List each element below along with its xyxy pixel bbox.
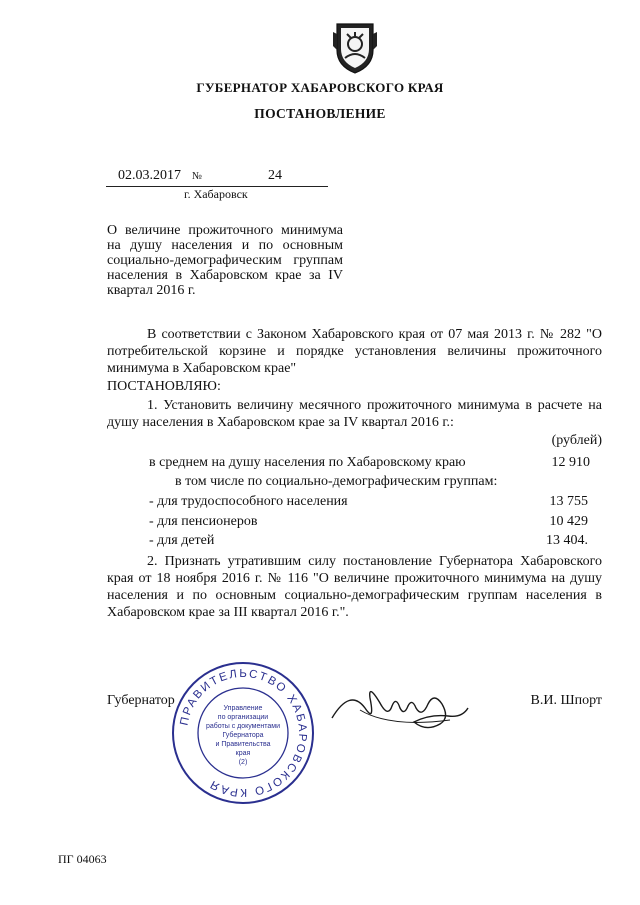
document-type-title: ПОСТАНОВЛЕНИЕ [254,106,386,121]
row-label: в среднем на душу населения по Хабаровскому краю [149,455,466,470]
handwritten-signature [330,678,470,738]
row-value: 12 910 [551,455,590,470]
item-2-paragraph: 2. Признать утратившим силу постановление Губернатора Хабаровского края от 18 ноября 2016 г. № 116 "О величине прожиточного минимума на душу населения и по основным социально-демографическим группам населения в Хабаровском крае за III квартал 2016 г.". [107,554,602,620]
row-label: - для пенсионеров [149,514,258,529]
stamp-line: работы с документами [205,723,281,730]
document-subject: О величине прожиточного минимума на душу населения и по основным социально-демографическим группам населения в Хабаровском крае за IV квартал 2016 г. [107,223,343,298]
signatory-name: В.И. Шпорт [530,693,602,708]
row-label: - для трудоспособного населения [149,494,348,509]
stamp-line: и Правительства [215,741,271,748]
document-number: 24 [268,168,282,183]
signatory-position: Губернатор [107,693,175,708]
stamp-line: края [235,750,251,757]
coat-of-arms-emblem [330,20,380,76]
stamp-outer-text: ПРАВИТЕЛЬСТВО ХАБАРОВСКОГО КРАЯ [178,667,309,799]
number-sign: № [192,171,203,182]
preamble-paragraph: В соответствии с Законом Хабаровского края от 07 мая 2013 г. № 282 "О потребительской корзине и порядке установления величины прожиточного минимума в Хабаровском крае" [107,327,602,376]
stamp-line: по организации [217,714,269,721]
official-stamp [168,658,318,808]
resolve-heading: ПОСТАНОВЛЯЮ: [107,379,221,394]
row-value: 10 429 [549,514,588,529]
currency-unit-label: (рублей) [551,433,602,448]
stamp-line: Управление [223,705,263,712]
stamp-line: (2) [238,759,248,766]
item-1-paragraph: 1. Установить величину месячного прожиточного минимума в расчете на душу населения в Хабаровском крае за IV квартал 2016 г.: [107,398,602,430]
document-date: 02.03.2017 [118,168,181,183]
registration-line [106,168,328,187]
row-value: 13 755 [549,494,588,509]
issuing-authority: ГУБЕРНАТОР ХАБАРОВСКОГО КРАЯ [196,80,444,95]
row-value: 13 404. [546,533,588,548]
row-label: в том числе по социально-демографическим группам: [175,474,498,489]
row-label: - для детей [149,533,215,548]
form-code: ПГ 04063 [58,852,107,866]
stamp-line: Губернатора [222,732,264,739]
issue-city: г. Хабаровск [184,187,248,201]
